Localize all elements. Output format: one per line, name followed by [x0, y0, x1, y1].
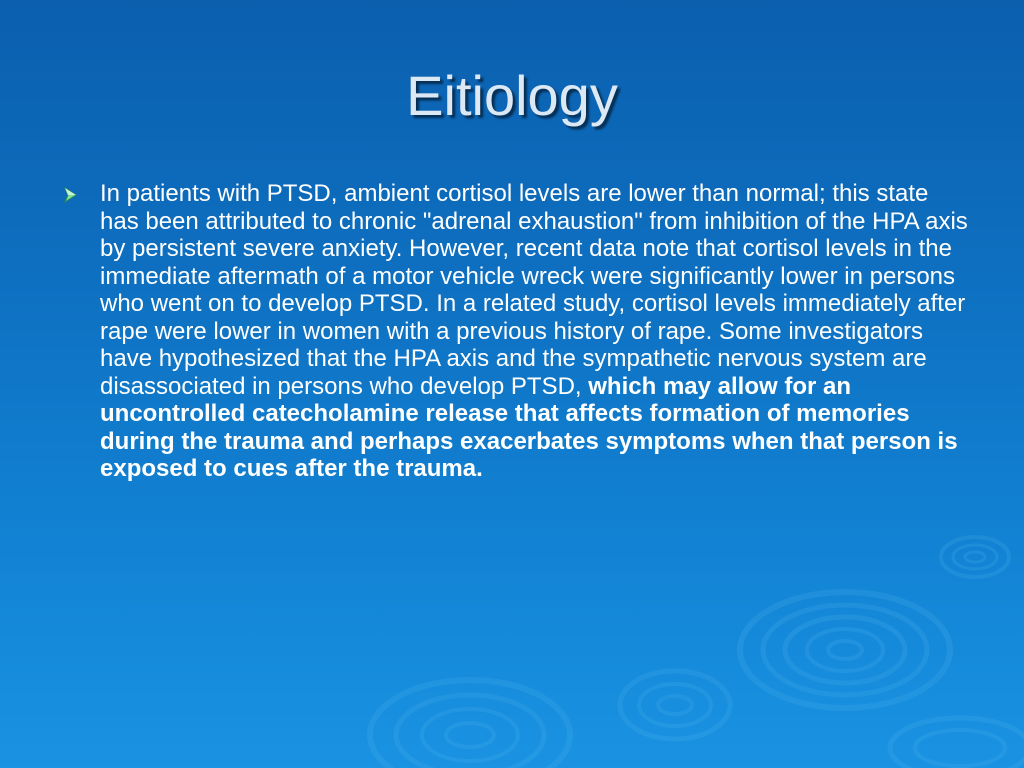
- ripple-bottom-middle: [620, 671, 730, 739]
- ripple-small-top: [941, 537, 1009, 577]
- bullet-list: [60, 180, 970, 483]
- bullet-item: [60, 180, 970, 483]
- slide-title: Eitiology: [406, 64, 618, 127]
- bullet-text-bold: which may allow for an uncontrolled catecholamine release that affects formation of memories during the trauma and perhaps exacerbates symptoms when that person is exposed to cues after the trauma.: [100, 372, 958, 482]
- bullet-text: [100, 180, 970, 483]
- arrow-bullet-icon: [63, 186, 79, 204]
- ripple-large: [740, 592, 950, 708]
- ripple-bottom-left: [370, 680, 570, 768]
- ripple-bottom-right: [890, 718, 1024, 768]
- bullet-text-regular: In patients with PTSD, ambient cortisol levels are lower than normal; this state has been attributed to chronic "adrenal exhaustion" from inhibition of the HPA axis by persistent severe anxiety. However, recent data note that cortisol levels in the immediate aftermath of a motor vehicle wreck were significantly lower in persons who went on to develop PTSD. In a related study, cortisol levels immediately after rape were lower in women with a previous history of rape. Some investigators have hypothesized that the HPA axis and the sympathetic nervous system are disassociated in persons who develop PTSD,: [100, 180, 968, 400]
